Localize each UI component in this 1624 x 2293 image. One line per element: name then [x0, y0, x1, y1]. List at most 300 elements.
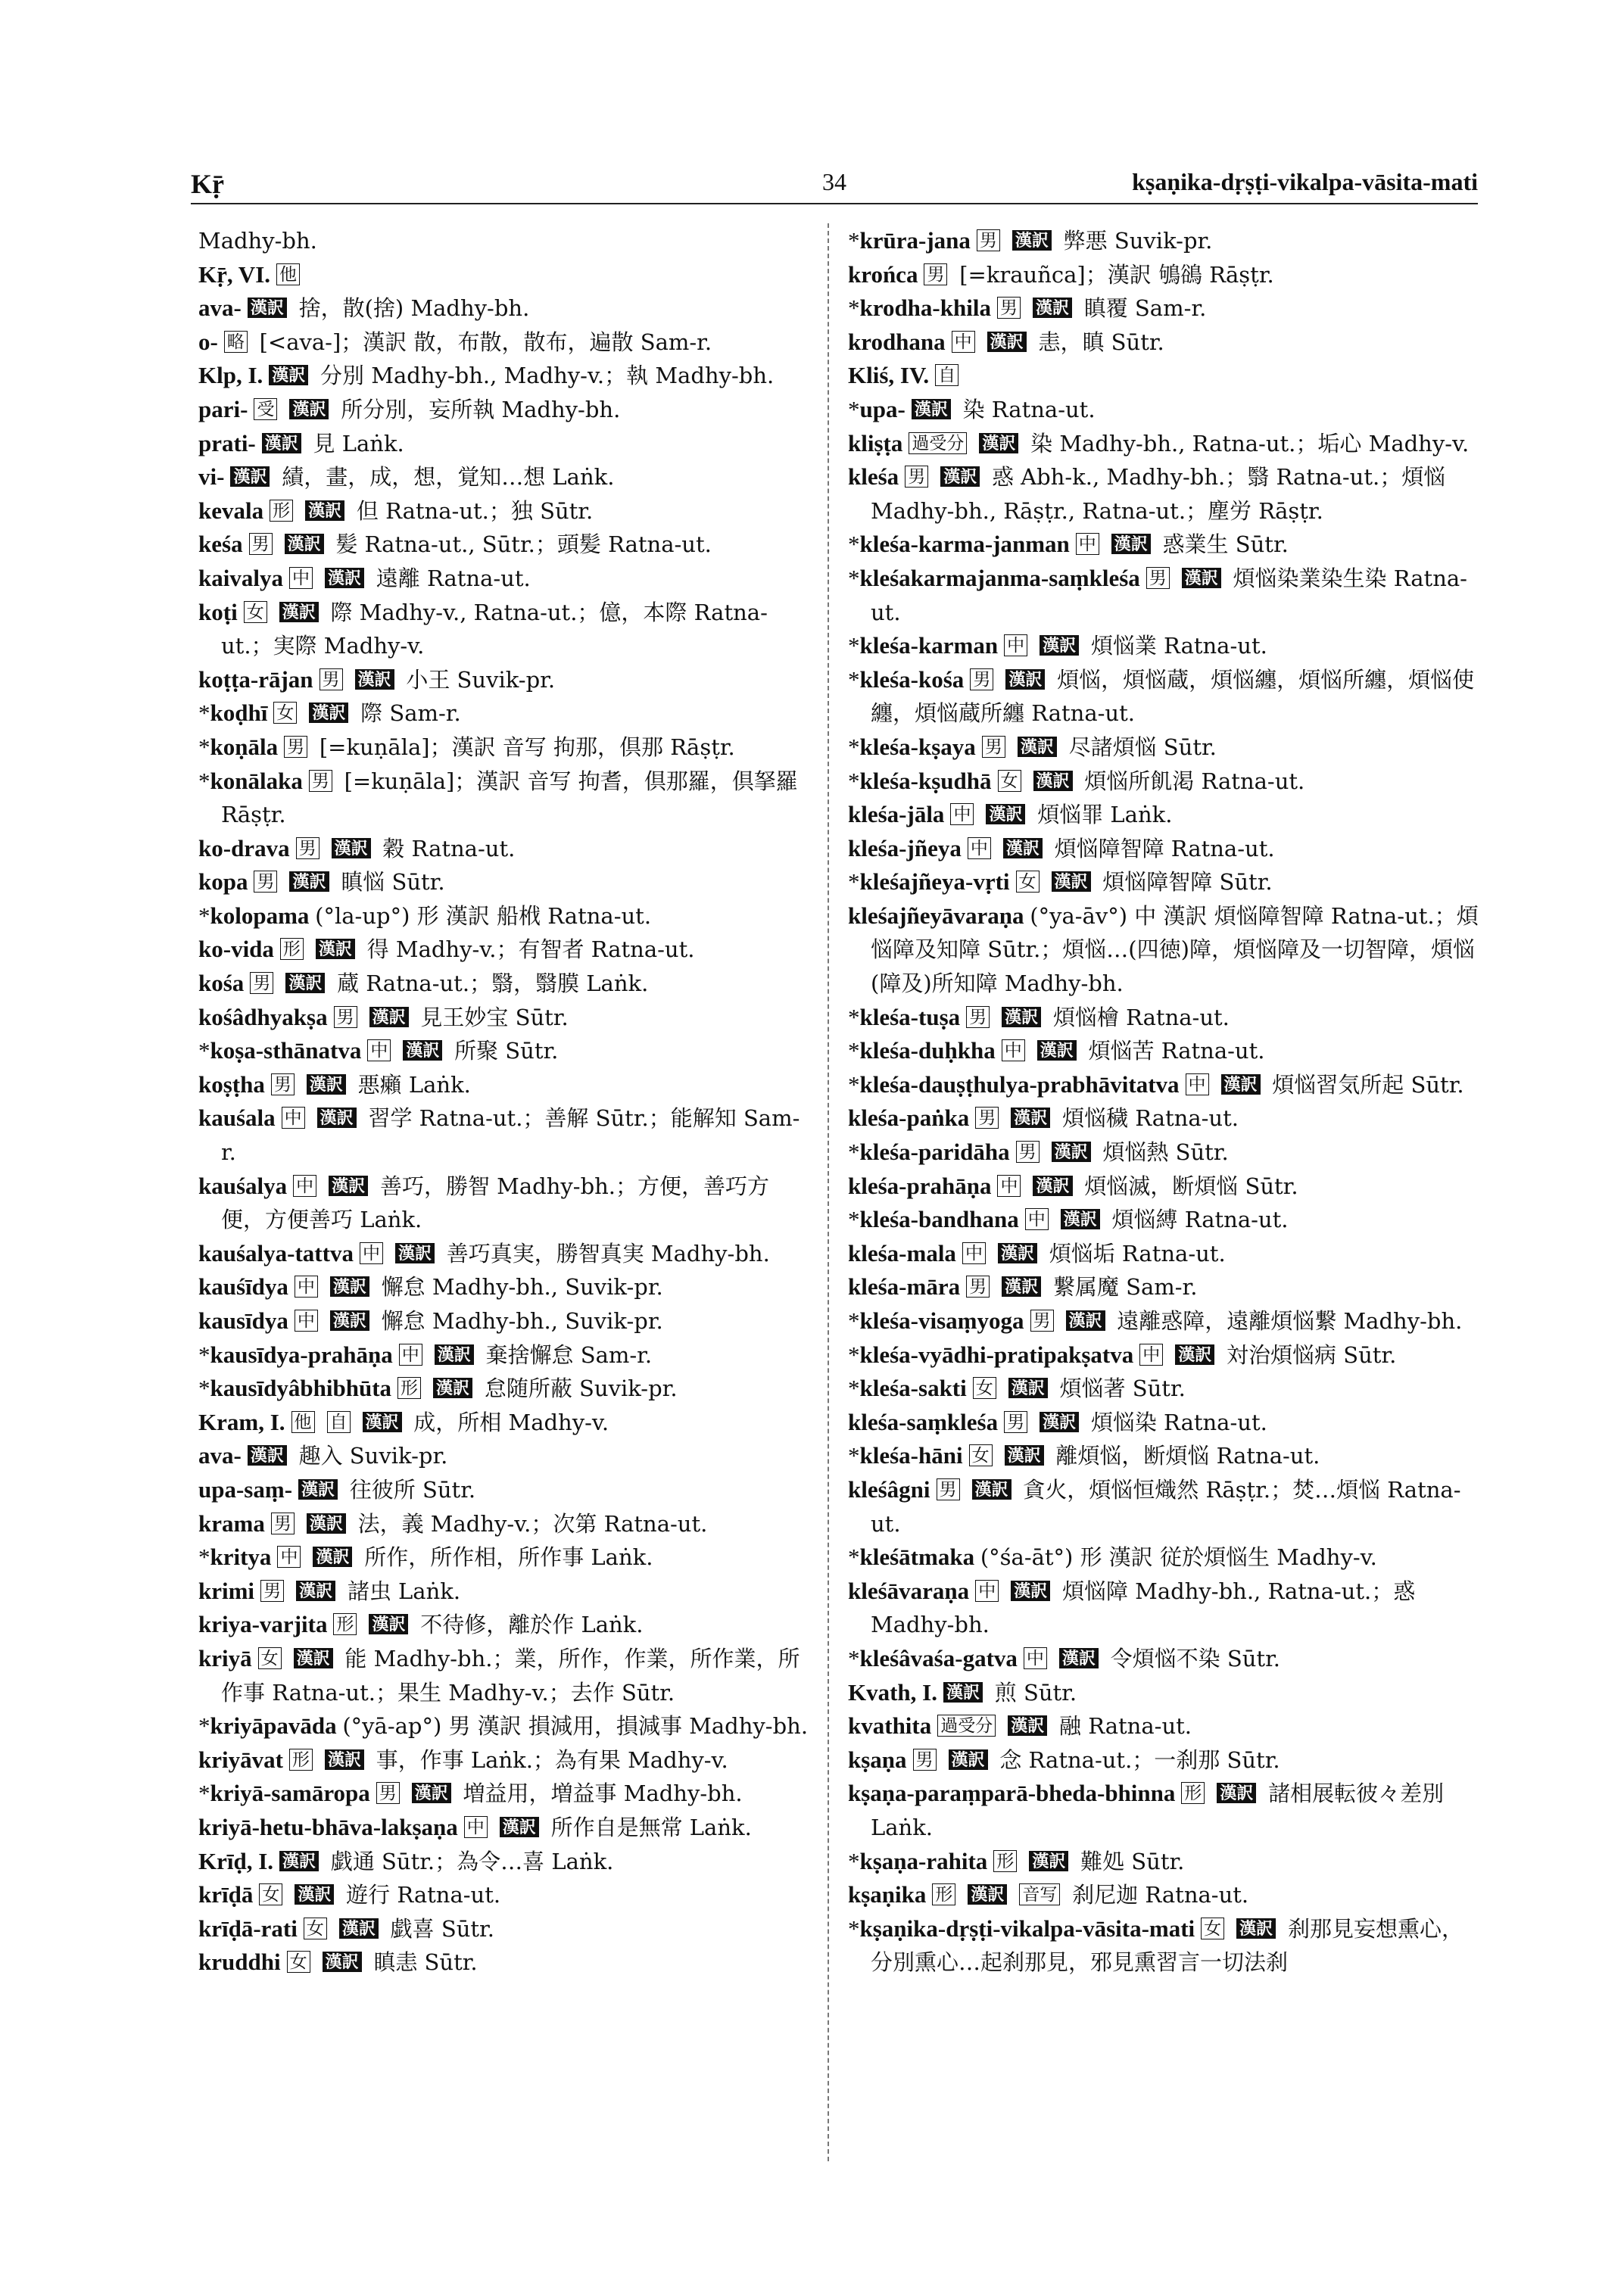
dictionary-entry [848, 1338, 1480, 1372]
grammar-tag: 他 [276, 263, 300, 285]
entry-headword: kriyā-samāropa [210, 1780, 370, 1807]
entry-gloss: 煩悩染 Ratna-ut. [1090, 1409, 1267, 1435]
entry-gloss: [=kuṇāla]；漢訳 音写 拘那，倶那 Rāṣṭr. [319, 734, 735, 760]
translation-marker: 漢訳 [1002, 1276, 1041, 1297]
entry-headword: kṣaṇa-paraṃparā-bheda-bhinna [848, 1780, 1176, 1807]
grammar-tag: 女 [1201, 1918, 1224, 1939]
translation-marker: 漢訳 [285, 973, 325, 993]
dictionary-entry [848, 1170, 1480, 1204]
entry-gloss: 所分別，妄所執 Madhy-bh. [341, 396, 621, 422]
entry-gloss: 所作自是無常 Laṅk. [550, 1814, 752, 1840]
translation-marker: 漢訳 [369, 1007, 409, 1027]
translation-marker: 漢訳 [1033, 298, 1072, 318]
translation-marker: 漢訳 [1005, 1445, 1044, 1466]
entry-gloss: 融 Ratna-ut. [1059, 1713, 1192, 1740]
entry-headword: kausīdya [198, 1307, 288, 1334]
translation-marker: 漢訳 [1217, 1783, 1256, 1803]
translation-marker: 漢訳 [262, 433, 301, 453]
entry-headword: kleśakarmajanma-saṃkleśa [859, 564, 1140, 591]
grammar-tag: 男 [376, 1782, 400, 1804]
entry-gloss: 恚，瞋 Sūtr. [1038, 329, 1164, 355]
dictionary-entry [198, 1001, 810, 1035]
entry-gloss: (°ya-āv°) 中 漢訳 煩悩障智障 Ratna-ut.；煩悩障及知障 Sūtr.；煩悩…(四徳)障，煩悩障及一切智障，煩悩(障及)所知障 Madhy-bh. [871, 902, 1479, 997]
header-left-guide: Kṝ [191, 169, 224, 199]
dictionary-entry [198, 1473, 810, 1507]
new-entry-mark: * [848, 1307, 860, 1334]
entry-headword: kṣaṇa-rahita [859, 1847, 988, 1874]
entry-gloss: 煩悩障 Madhy-bh., Ratna-ut.；惑 Madhy-bh. [871, 1578, 1416, 1638]
dictionary-entry [198, 731, 810, 765]
entry-gloss: 不待修，離於作 Laṅk. [420, 1612, 644, 1638]
grammar-tag: 男 [966, 1276, 990, 1298]
page-header [191, 168, 1478, 213]
dictionary-entry [848, 899, 1480, 1001]
new-entry-mark: * [848, 1070, 860, 1098]
entry-headword: kriya-varjita [198, 1611, 328, 1638]
dictionary-entry [848, 832, 1480, 866]
entry-headword: kauśalya-tattva [198, 1239, 354, 1266]
dictionary-entry [848, 1068, 1480, 1102]
dictionary-entry [848, 1136, 1480, 1170]
grammar-tag: 中 [1025, 1208, 1049, 1230]
translation-marker: 漢訳 [943, 1682, 983, 1703]
translation-marker: 漢訳 [1008, 1715, 1047, 1736]
translation-marker: 漢訳 [248, 298, 287, 318]
dictionary-entry [198, 865, 810, 899]
dictionary-entry [198, 427, 810, 461]
dictionary-entry [848, 1878, 1480, 1912]
entry-headword: ko-drava [198, 834, 290, 861]
translation-marker: 漢訳 [332, 838, 371, 858]
left-column [198, 224, 810, 1980]
entry-headword: kleśa-visaṃyoga [859, 1307, 1024, 1334]
translation-marker: 漢訳 [330, 1310, 369, 1331]
entry-gloss: 趣入 Suvik-pr. [298, 1443, 448, 1469]
translation-marker: 漢訳 [1221, 1074, 1261, 1095]
translation-marker: 漢訳 [949, 1749, 988, 1770]
translation-marker: 漢訳 [309, 703, 348, 723]
dictionary-entry [198, 494, 810, 528]
grammar-tag: 形 [1181, 1782, 1205, 1804]
new-entry-mark: * [848, 1644, 860, 1671]
new-entry-mark: * [198, 733, 210, 760]
grammar-tag: 音写 [1019, 1883, 1060, 1905]
dictionary-entry [848, 1777, 1480, 1844]
dictionary-entry [198, 696, 810, 731]
dictionary-entry [198, 326, 810, 360]
entry-gloss: (°la-up°) 形 漢訳 船栰 Ratna-ut. [315, 902, 652, 929]
entry-gloss: 所聚 Sūtr. [454, 1038, 559, 1064]
new-entry-mark: * [848, 733, 860, 760]
entry-gloss: 事，作事 Laṅk.；為有果 Madhy-v. [376, 1746, 728, 1773]
dictionary-entry [198, 1170, 810, 1237]
translation-marker: 漢訳 [1052, 1142, 1091, 1162]
dictionary-entry [198, 1406, 810, 1440]
grammar-tag: 中 [289, 567, 313, 589]
translation-marker: 漢訳 [1052, 871, 1091, 892]
new-entry-mark: * [848, 227, 860, 254]
entry-gloss: Madhy-bh. [198, 228, 317, 254]
dictionary-entry [848, 528, 1480, 562]
grammar-tag: 女 [304, 1918, 327, 1939]
dictionary-entry [848, 1912, 1480, 1980]
grammar-tag: 男 [977, 229, 1000, 251]
entry-headword: kolopama [210, 902, 310, 929]
entry-headword: kriyāpavāda [210, 1712, 337, 1740]
translation-marker: 漢訳 [1011, 1581, 1050, 1601]
new-entry-mark: * [848, 1442, 860, 1469]
entry-gloss: 染 Madhy-bh., Ratna-ut.；垢心 Madhy-v. [1030, 430, 1470, 456]
dictionary-entry [848, 663, 1480, 731]
dictionary-entry [198, 663, 810, 697]
translation-marker: 漢訳 [307, 1513, 346, 1534]
entry-headword: upa- [859, 395, 906, 422]
entry-headword: kriyā [198, 1644, 252, 1671]
translation-marker: 漢訳 [1011, 1108, 1050, 1128]
grammar-tag: 形 [333, 1613, 357, 1635]
entry-headword: kleśajñeya-vṛti [859, 868, 1010, 896]
entry-gloss: 煩悩染業染生染 Ratna-ut. [871, 565, 1467, 625]
translation-marker: 漢訳 [1012, 230, 1052, 251]
entry-gloss: 煩悩穢 Ratna-ut. [1062, 1105, 1239, 1132]
translation-marker: 漢訳 [987, 332, 1027, 352]
translation-marker: 漢訳 [279, 602, 319, 622]
entry-headword: kleśa-prahāṇa [848, 1172, 992, 1199]
translation-marker: 漢訳 [1037, 1040, 1077, 1061]
entry-gloss: 諸相展転彼々差別 Laṅk. [871, 1781, 1445, 1840]
entry-headword: kleśa-dauṣṭhulya-prabhāvitatva [859, 1070, 1180, 1098]
dictionary-entry [198, 1946, 810, 1980]
dictionary-entry [198, 359, 810, 393]
entry-gloss: (°śa-āt°) 形 漢訳 従於煩悩生 Madhy-v. [980, 1544, 1377, 1571]
grammar-tag: 中 [367, 1039, 391, 1061]
new-entry-mark: * [198, 1544, 210, 1571]
translation-marker: 漢訳 [1005, 669, 1045, 690]
grammar-tag: 中 [950, 803, 974, 825]
grammar-tag: 過受分 [909, 432, 967, 454]
grammar-tag: 女 [273, 702, 297, 724]
new-entry-mark: * [198, 767, 210, 794]
entry-gloss: 惑業生 Sūtr. [1162, 531, 1289, 558]
dictionary-entry [848, 731, 1480, 765]
dictionary-entry [848, 562, 1480, 629]
dictionary-entry [848, 326, 1480, 360]
dictionary-entry [848, 224, 1480, 258]
new-entry-mark: * [848, 531, 860, 558]
entry-headword: krimi [198, 1577, 255, 1604]
dictionary-entry [198, 832, 810, 866]
grammar-tag: 女 [244, 601, 267, 623]
dictionary-entry [848, 359, 1480, 393]
entry-headword: kleśa-karma-janman [859, 531, 1070, 558]
dictionary-entry [848, 1372, 1480, 1406]
column-divider [828, 223, 829, 2161]
entry-gloss: (°yā-ap°) 男 漢訳 損減用，損減事 Madhy-bh. [342, 1713, 809, 1740]
new-entry-mark: * [848, 767, 860, 794]
entry-gloss: 離煩悩，断煩悩 Ratna-ut. [1055, 1443, 1320, 1469]
grammar-tag: 自 [327, 1411, 351, 1433]
entry-gloss: 小王 Suvik-pr. [406, 666, 556, 693]
dictionary-entry [198, 1575, 810, 1609]
grammar-tag: 男 [905, 466, 928, 488]
grammar-tag: 形 [993, 1850, 1017, 1872]
entry-gloss: 見王妙宝 Sūtr. [420, 1004, 569, 1030]
translation-marker: 漢訳 [363, 1412, 402, 1432]
translation-marker: 漢訳 [307, 1074, 346, 1095]
new-entry-mark: * [198, 699, 210, 727]
entry-gloss: 煩悩所飢渇 Ratna-ut. [1084, 768, 1305, 794]
dictionary-entry [198, 1811, 810, 1845]
entry-gloss: 瞋覆 Sam-r. [1083, 295, 1207, 322]
new-entry-mark: * [848, 1341, 860, 1368]
dictionary-entry [198, 1338, 810, 1372]
grammar-tag: 形 [932, 1883, 955, 1905]
dictionary-entry [848, 798, 1480, 832]
entry-headword: kauśala [198, 1104, 276, 1132]
entry-headword: pari- [198, 395, 248, 422]
entry-headword: krūra-jana [859, 227, 971, 254]
entry-gloss: 煩悩垢 Ratna-ut. [1049, 1240, 1226, 1266]
new-entry-mark: * [848, 1544, 860, 1571]
dictionary-entry [848, 1541, 1480, 1575]
translation-marker: 漢訳 [1111, 534, 1151, 554]
dictionary-entry [848, 460, 1480, 528]
entry-headword: kleśa-bandhana [859, 1206, 1019, 1233]
entry-gloss: 煩悩熱 Sūtr. [1102, 1139, 1229, 1166]
grammar-tag: 受 [254, 398, 277, 420]
grammar-tag: 中 [295, 1276, 318, 1298]
entry-gloss: [=kuṇāla]；漢訳 音写 拘耆，倶那羅，倶拏羅 Rāṣṭr. [221, 768, 798, 828]
entry-gloss: 諸虫 Laṅk. [347, 1578, 461, 1604]
entry-headword: krodha-khila [859, 294, 991, 322]
translation-marker: 漢訳 [1033, 771, 1073, 791]
dictionary-entry [848, 1473, 1480, 1541]
entry-headword: vi- [198, 463, 225, 491]
grammar-tag: 中 [282, 1107, 305, 1129]
dictionary-entry [198, 1777, 810, 1811]
translation-marker: 漢訳 [412, 1783, 451, 1803]
new-entry-mark: * [198, 902, 210, 929]
entry-headword: koḍhī [210, 699, 268, 727]
entry-headword: kriyāvat [198, 1746, 283, 1773]
translation-marker: 漢訳 [294, 1648, 333, 1668]
entry-headword: kliṣṭa [848, 429, 903, 456]
right-column [848, 224, 1480, 1980]
grammar-tag: 中 [1186, 1073, 1209, 1095]
entry-headword: kauśalya [198, 1172, 288, 1199]
entry-gloss: 繋属魔 Sam-r. [1052, 1274, 1198, 1301]
dictionary-entry [848, 1439, 1480, 1473]
translation-marker: 漢訳 [1040, 635, 1079, 656]
entry-gloss: 煩悩障智障 Ratna-ut. [1054, 835, 1275, 861]
grammar-tag: 形 [280, 938, 304, 960]
grammar-tag: 男 [320, 668, 343, 690]
entry-headword: kritya [210, 1544, 272, 1571]
grammar-tag: 中 [1004, 634, 1027, 656]
entry-headword: krodhana [848, 328, 946, 355]
translation-marker: 漢訳 [325, 568, 364, 588]
entry-gloss: 懈怠 Madhy-bh., Suvik-pr. [381, 1308, 663, 1334]
dictionary-entry [198, 1743, 810, 1777]
translation-marker: 漢訳 [316, 939, 355, 959]
entry-headword: kaivalya [198, 564, 283, 591]
grammar-tag: 中 [997, 1175, 1021, 1197]
translation-marker: 漢訳 [230, 466, 270, 487]
translation-marker: 漢訳 [1008, 1378, 1048, 1398]
entry-headword: upa-saṃ- [198, 1475, 293, 1503]
dictionary-entry [198, 1068, 810, 1102]
grammar-tag: 男 [1030, 1310, 1054, 1332]
entry-headword: kleśātmaka [859, 1544, 975, 1571]
translation-marker: 漢訳 [403, 1040, 442, 1061]
entry-gloss: 得 Madhy-v.；有智者 Ratna-ut. [366, 936, 695, 963]
entry-headword: kleśa [848, 463, 899, 491]
dictionary-entry [198, 933, 810, 967]
entry-gloss: 分別 Madhy-bh., Madhy-v.；執 Madhy-bh. [320, 363, 775, 389]
grammar-tag: 中 [1002, 1039, 1025, 1061]
entry-headword: kleśa-tuṣa [859, 1003, 961, 1030]
new-entry-mark: * [848, 1003, 860, 1030]
new-entry-mark: * [848, 1847, 860, 1874]
grammar-tag: 中 [1139, 1344, 1163, 1366]
new-entry-mark: * [848, 1375, 860, 1402]
entry-gloss: 刹那見妄想熏心，分別熏心…起刹那見，邪見熏習言一切法刹 [871, 1915, 1463, 1976]
entry-gloss: 難処 Sūtr. [1080, 1848, 1185, 1874]
entry-headword: kvathita [848, 1712, 932, 1740]
header-rule [191, 203, 1478, 204]
translation-marker: 漢訳 [296, 1581, 335, 1601]
entry-headword: koṇāla [210, 733, 279, 760]
translation-marker: 漢訳 [289, 399, 329, 419]
entry-gloss: 能 Madhy-bh.；業，所作，作業，所作業，所作事 Ratna-ut.；果生 Madhy-v.；去作 Sūtr. [221, 1645, 800, 1706]
entry-headword: koṭṭa-rājan [198, 665, 313, 693]
entry-headword: ko-vida [198, 936, 274, 963]
entry-headword: kleśa-hāni [859, 1442, 963, 1469]
grammar-tag: 男 [334, 1006, 357, 1028]
dictionary-entry [848, 1709, 1480, 1743]
entry-headword: kleśa-duḥkha [859, 1037, 996, 1064]
dictionary-entry [198, 1270, 810, 1304]
entry-headword: Kliś, IV. [848, 362, 930, 389]
grammar-tag: 男 [975, 1107, 999, 1129]
translation-marker: 漢訳 [1059, 1648, 1099, 1668]
dictionary-entry [848, 291, 1480, 326]
entry-gloss: 煩悩，煩悩蔵，煩悩纏，煩悩所纏，煩悩使纏，煩悩蔵所纏 Ratna-ut. [871, 666, 1475, 727]
entry-headword: keśa [198, 531, 243, 558]
dictionary-entry [848, 1237, 1480, 1271]
entry-headword: kleśa-kṣaya [859, 733, 976, 760]
entry-gloss: 遠離 Ratna-ut. [376, 565, 531, 591]
entry-headword: prati- [198, 429, 256, 456]
grammar-tag: 中 [1024, 1647, 1047, 1669]
new-entry-mark: * [848, 564, 860, 591]
entry-gloss: 煩悩罪 Laṅk. [1037, 802, 1173, 828]
translation-marker: 漢訳 [269, 365, 308, 385]
entry-headword: kleśâvaśa-gatva [859, 1644, 1018, 1671]
grammar-tag: 男 [937, 1478, 960, 1500]
grammar-tag: 略 [224, 331, 248, 353]
entry-gloss: 但 Ratna-ut.；独 Sūtr. [356, 497, 594, 524]
dictionary-entry [198, 291, 810, 326]
translation-marker: 漢訳 [289, 871, 329, 892]
entry-gloss: 所作，所作相，所作事 Laṅk. [364, 1544, 653, 1571]
grammar-tag: 他 [291, 1411, 315, 1433]
entry-gloss: 蔵 Ratna-ut.；翳，翳膜 Laṅk. [337, 970, 649, 997]
dictionary-entry [848, 629, 1480, 663]
entry-headword: kleśāvaraṇa [848, 1577, 970, 1604]
entry-headword: kṣaṇa [848, 1746, 907, 1773]
entry-headword: konālaka [210, 767, 303, 794]
entry-gloss: 穀 Ratna-ut. [382, 835, 516, 861]
entry-gloss: 貪火，煩悩恒熾然 Rāṣṭr.；焚…煩悩 Ratna-ut. [871, 1476, 1461, 1537]
dictionary-entry [198, 1709, 810, 1743]
grammar-tag: 中 [968, 837, 991, 859]
grammar-tag: 女 [969, 1444, 993, 1466]
translation-marker: 漢訳 [912, 399, 951, 419]
entry-gloss: 煩悩滅，断煩悩 Sūtr. [1084, 1173, 1298, 1199]
translation-marker: 漢訳 [998, 1243, 1037, 1263]
entry-headword: kleśa-paṅka [848, 1104, 970, 1132]
dictionary-entry [198, 393, 810, 427]
translation-marker: 漢訳 [325, 1749, 364, 1770]
grammar-tag: 男 [1146, 567, 1170, 589]
translation-marker: 漢訳 [305, 500, 344, 521]
entry-gloss: 煎 Sūtr. [994, 1679, 1077, 1706]
entry-gloss: 善巧，勝智 Madhy-bh.；方便，善巧方便，方便善巧 Laṅk. [221, 1173, 770, 1233]
entry-gloss: 念 Ratna-ut.；一刹那 Sūtr. [999, 1746, 1280, 1773]
translation-marker: 漢訳 [323, 1952, 362, 1972]
grammar-tag: 中 [464, 1816, 488, 1838]
grammar-tag: 過受分 [937, 1715, 996, 1737]
translation-marker: 漢訳 [295, 1884, 334, 1905]
entry-headword: kleśa-mala [848, 1239, 956, 1266]
translation-marker: 漢訳 [1040, 1412, 1079, 1432]
entry-gloss: 怠随所蔽 Suvik-pr. [484, 1375, 678, 1402]
translation-marker: 漢訳 [395, 1243, 435, 1263]
grammar-tag: 男 [284, 736, 307, 758]
entry-gloss: 煩悩障智障 Sūtr. [1102, 869, 1273, 896]
grammar-tag: 自 [935, 364, 959, 386]
entry-headword: koṣṭha [198, 1070, 265, 1098]
grammar-tag: 中 [293, 1175, 316, 1197]
dictionary-entry [198, 1034, 810, 1068]
entry-headword: kleśa-jñeya [848, 834, 962, 861]
entry-gloss: 悪癩 Laṅk. [357, 1071, 471, 1098]
grammar-tag: 中 [399, 1344, 422, 1366]
entry-headword: kleśa-vyādhi-pratipakṣatva [859, 1341, 1134, 1368]
grammar-tag: 男 [1016, 1141, 1040, 1163]
grammar-tag: 形 [289, 1749, 313, 1771]
dictionary-entry [198, 1507, 810, 1541]
grammar-tag: 男 [271, 1513, 295, 1534]
entry-headword: kleśa-saṃkleśa [848, 1408, 999, 1435]
translation-marker: 漢訳 [248, 1445, 287, 1466]
grammar-tag: 中 [1076, 533, 1099, 555]
entry-gloss: 懈怠 Madhy-bh., Suvik-pr. [381, 1274, 663, 1301]
dictionary-entry [848, 1101, 1480, 1136]
entry-gloss: 遊行 Ratna-ut. [346, 1882, 501, 1908]
translation-marker: 漢訳 [435, 1344, 474, 1365]
dictionary-entry [848, 1575, 1480, 1642]
entry-headword: kleśajñeyāvaraṇa [848, 902, 1024, 929]
entry-headword: kriyā-hetu-bhāva-lakṣaṇa [198, 1813, 458, 1840]
translation-marker: 漢訳 [285, 534, 324, 554]
entry-gloss: 瞋悩 Sūtr. [341, 869, 445, 896]
dictionary-entry [198, 1541, 810, 1575]
entry-headword: kausīdyâbhibhūta [210, 1375, 392, 1402]
new-entry-mark: * [198, 1712, 210, 1740]
grammar-tag: 女 [973, 1377, 996, 1399]
